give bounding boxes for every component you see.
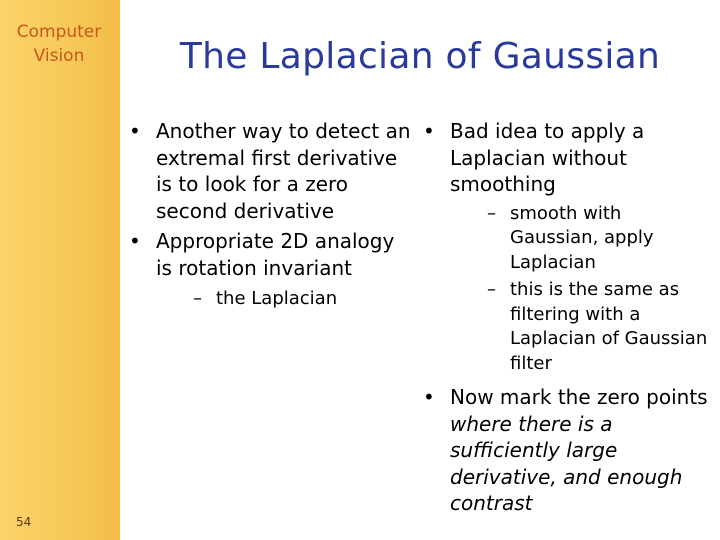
sub-bullet-item [480, 202, 715, 276]
bullet-item [126, 118, 416, 224]
course-title-line2: Vision [33, 46, 85, 66]
bullet-marker: • [423, 385, 435, 409]
bullet-item [126, 228, 416, 312]
bullet-item [420, 118, 715, 376]
sub-bullet-item [186, 287, 416, 312]
bullet-item [420, 384, 715, 517]
bullet-marker: • [129, 119, 141, 143]
sub-bullet-list [450, 202, 715, 377]
left-bullet-list [126, 118, 416, 312]
bullet-marker: • [423, 119, 435, 143]
bullet-text: Bad idea to apply a Laplacian without smoothing [450, 119, 645, 196]
bullet-text: Another way to detect an extremal first derivative is to look for a zero second derivative [156, 119, 411, 223]
sub-bullet-text: smooth with Gaussian, apply Laplacian [510, 202, 654, 273]
bullet-marker: • [129, 229, 141, 253]
slide-title: The Laplacian of Gaussian [179, 36, 661, 77]
bullet-text: Now mark the zero points [450, 385, 708, 409]
sub-bullet-text: the Laplacian [216, 288, 338, 309]
left-column [126, 118, 416, 320]
bullet-text: Appropriate 2D analogy is rotation invariant [156, 229, 395, 280]
course-title-line1: Computer [16, 22, 102, 42]
right-column [420, 118, 715, 517]
page-number: 54 [16, 515, 32, 529]
dash-marker: – [487, 202, 496, 224]
sub-bullet-list [156, 287, 416, 312]
dash-marker: – [487, 279, 496, 300]
course-title [0, 20, 118, 68]
right-bullet-list [420, 118, 715, 517]
bullet-text-italic: where there is a sufficiently large derivative, and enough contrast [450, 411, 683, 515]
sub-bullet-text: this is the same as filtering with a Laplacian of Gaussian filter [510, 279, 708, 374]
sidebar [0, 0, 120, 540]
dash-marker: – [193, 288, 202, 309]
sub-bullet-item [480, 278, 715, 376]
